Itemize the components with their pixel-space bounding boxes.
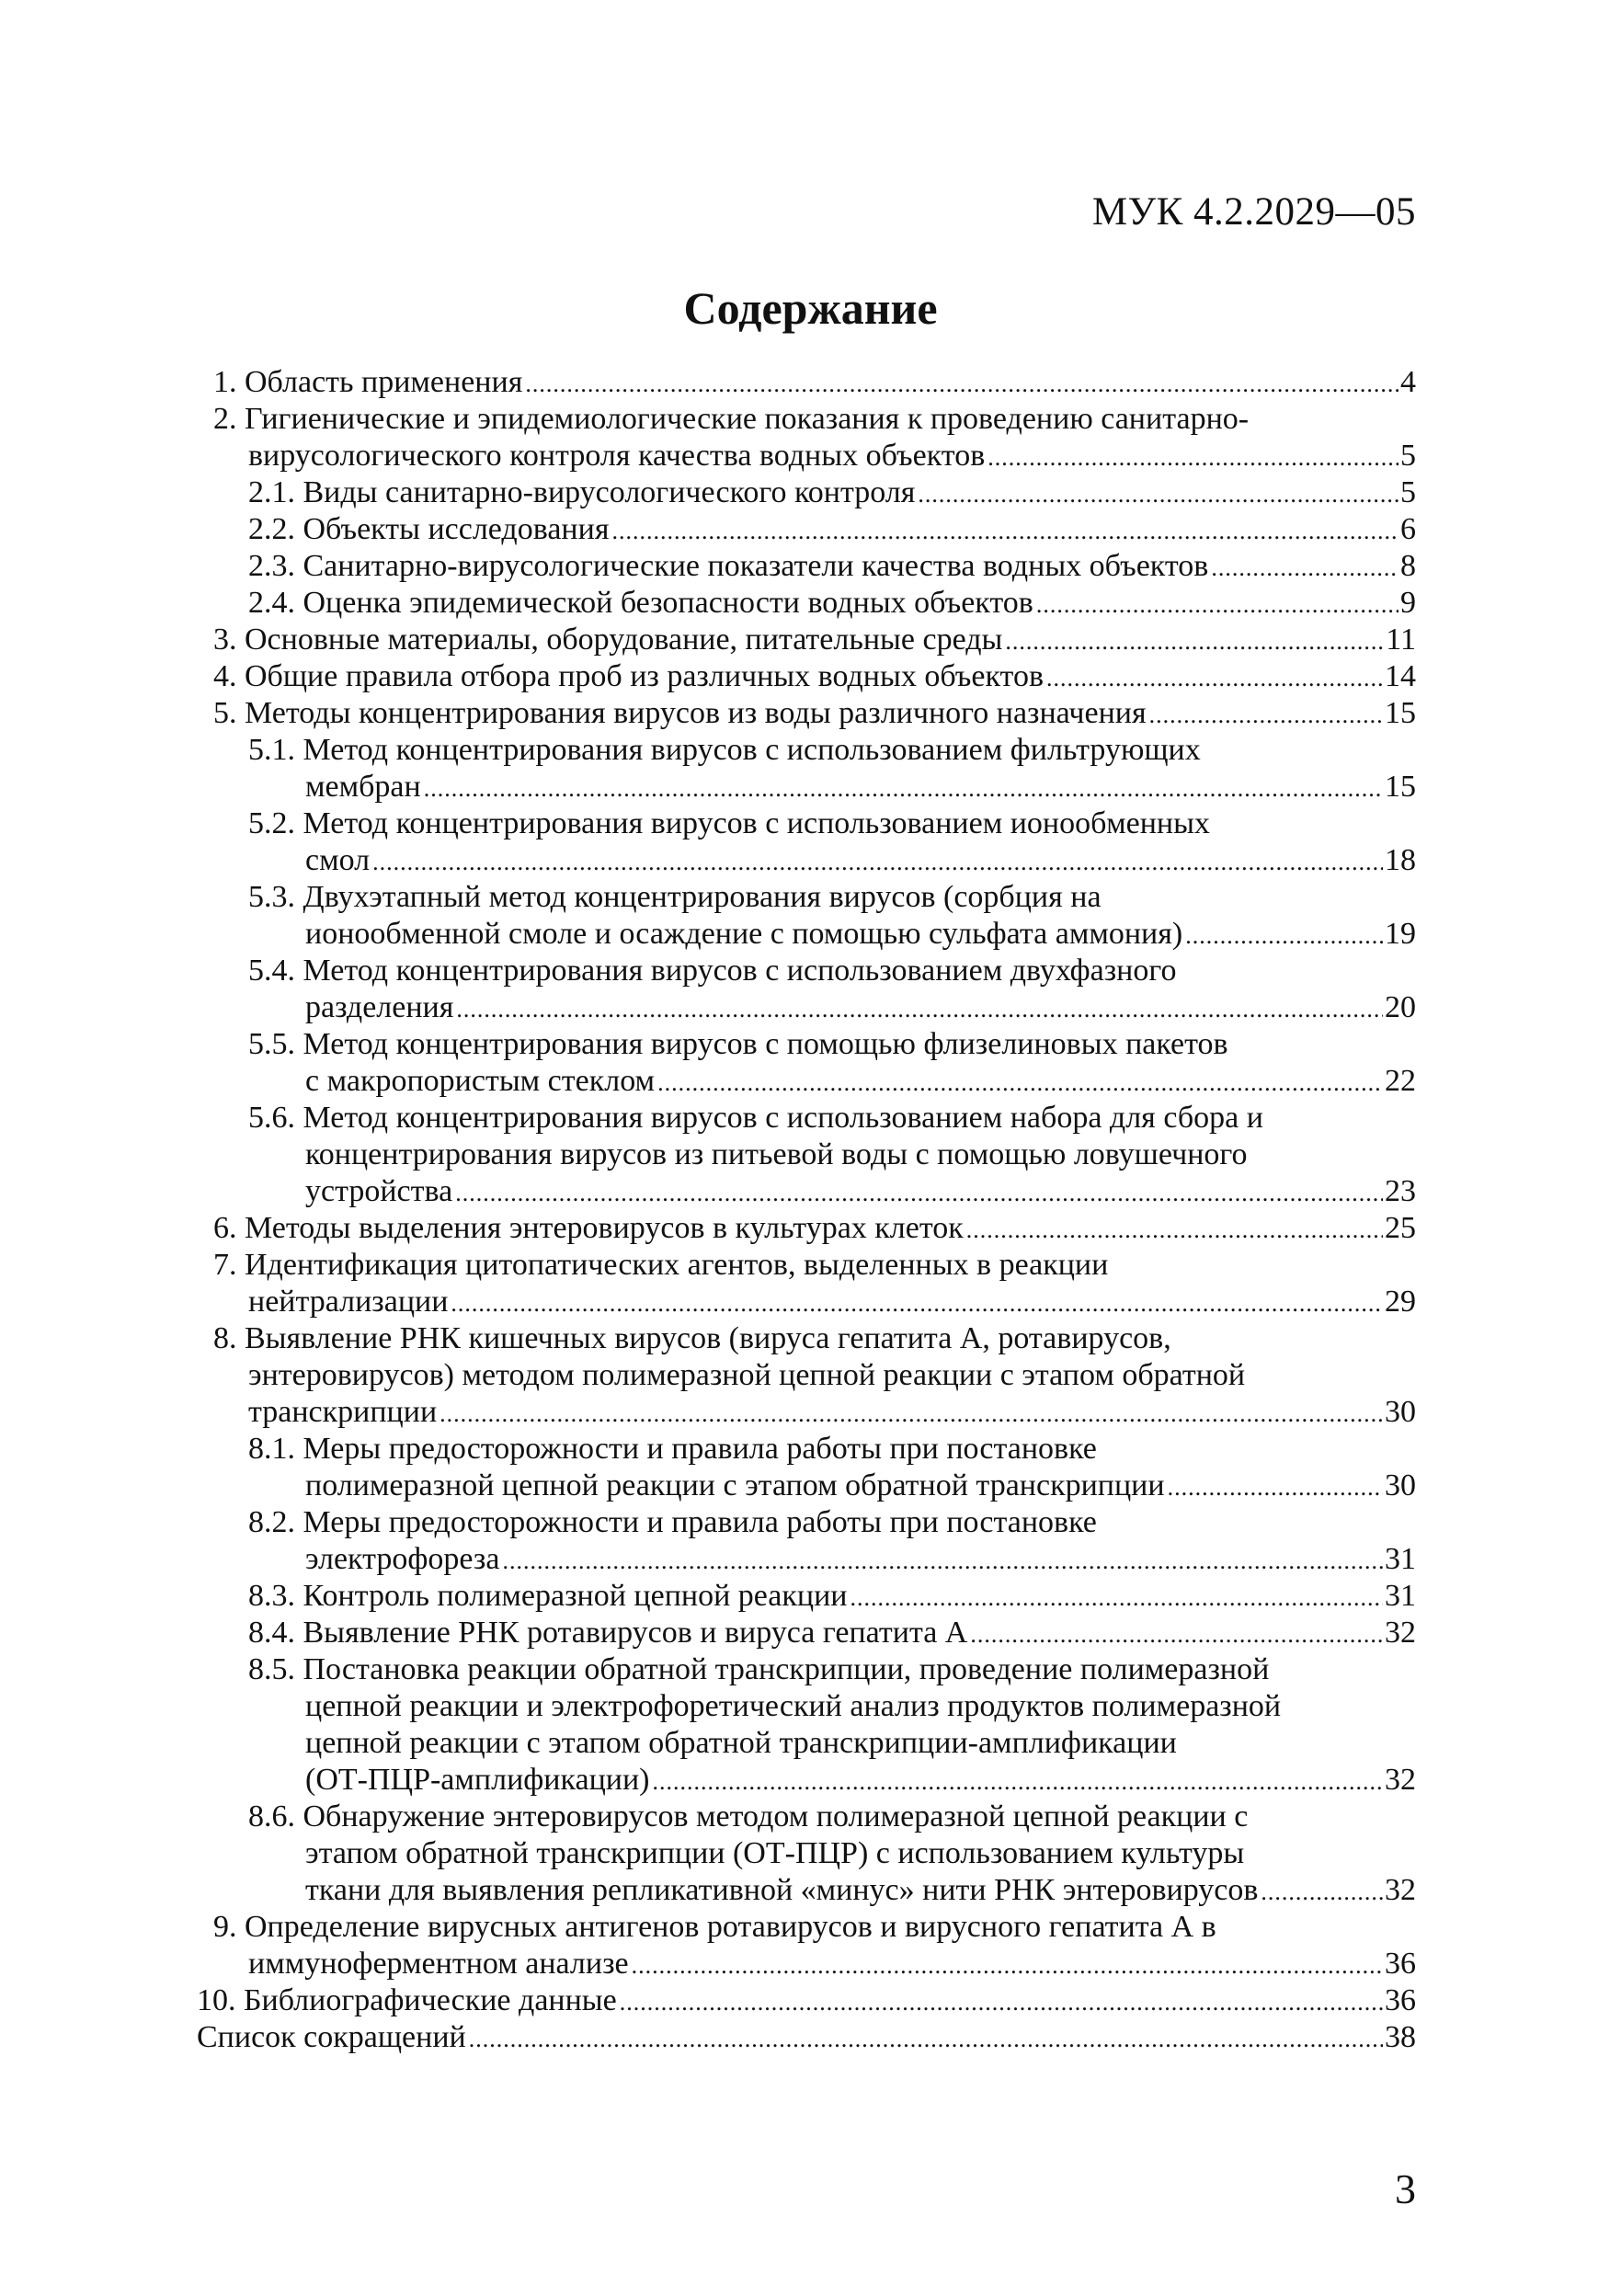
toc-page-number: 9 [1400, 586, 1416, 620]
toc-page-number: 15 [1385, 770, 1416, 804]
toc-entry [0, 732, 1621, 805]
dot-leader [1005, 623, 1384, 660]
toc-entry [0, 364, 1621, 401]
toc-page-number: 23 [1385, 1174, 1416, 1208]
toc-entry-text: 8.4. Выявление РНК ротавирусов и вируса гепатита А [248, 1616, 968, 1650]
toc-entry-text: с макропористым стеклом [305, 1064, 656, 1098]
toc-entry-text: 2.3. Санитарно-вирусологические показатели качества водных объектов [248, 549, 1209, 583]
toc-entry [0, 1504, 1621, 1578]
toc-entry-text: транскрипции [248, 1395, 438, 1429]
toc-entry [0, 1320, 1621, 1431]
toc-entry-text: разделения [305, 990, 454, 1024]
toc-page-number: 20 [1385, 990, 1416, 1024]
toc-entry-text: вирусологического контроля качества водных объектов [248, 439, 986, 473]
toc-entry-text: 8.6. Обнаружение энтеровирусов методом полимеразной цепной реакции с [248, 1799, 1249, 1833]
toc-entry-text: цепной реакции и электрофоретический анализ продуктов полимеразной [305, 1689, 1282, 1723]
dot-leader [987, 440, 1398, 476]
dot-leader [1046, 660, 1383, 697]
toc-entry-text: 5.4. Метод концентрирования вирусов с использованием двухфазного [248, 954, 1177, 988]
dot-leader [970, 1616, 1383, 1653]
toc-entry [0, 1431, 1621, 1504]
dot-leader [469, 2021, 1383, 2058]
toc-page-number: 31 [1385, 1542, 1416, 1576]
toc-entry [0, 879, 1621, 953]
toc-page-number: 4 [1400, 365, 1416, 399]
toc-entry-text: ткани для выявления репликативной «минус» нити РНК энтеровирусов [305, 1873, 1259, 1907]
toc-page-number: 5 [1400, 439, 1416, 473]
dot-leader [372, 844, 1383, 881]
toc-page-number: 25 [1385, 1211, 1416, 1245]
toc-entry [0, 2019, 1621, 2056]
toc-entry [0, 1026, 1621, 1100]
toc-entry-text: смол [305, 843, 371, 877]
toc-page-number: 36 [1385, 1947, 1416, 1981]
toc-entry-text: электрофореза [305, 1542, 500, 1576]
page-number: 3 [1395, 2165, 1416, 2212]
toc-entry-text: 2.4. Оценка эпидемической безопасности водных объектов [248, 586, 1033, 620]
dot-leader [966, 1212, 1383, 1249]
dot-leader [850, 1580, 1383, 1616]
toc-entry-text: мембран [305, 770, 421, 804]
dot-leader [502, 1543, 1383, 1580]
toc-entry [0, 585, 1621, 622]
toc-entry-text: 8.5. Постановка реакции обратной транскрипции, проведение полимеразной [248, 1652, 1270, 1686]
toc-entry [0, 1615, 1621, 1651]
toc-entry-text: 10. Библиографические данные [197, 1983, 617, 2017]
dot-leader [657, 1065, 1383, 1102]
page-title: Содержание [683, 282, 938, 334]
dot-leader [439, 1396, 1383, 1433]
toc-page-number: 29 [1385, 1285, 1416, 1319]
toc-entry [0, 1210, 1621, 1247]
toc-entry-text: иммуноферментном анализе [248, 1947, 629, 1981]
toc-page-number: 6 [1400, 512, 1416, 546]
toc-entry-text: 3. Основные материалы, оборудование, питательные среды [213, 623, 1003, 657]
toc-entry-text: 8.1. Меры предосторожности и правила работы при постановке [248, 1432, 1097, 1466]
dot-leader [456, 991, 1383, 1028]
toc-page-number: 18 [1385, 843, 1416, 877]
toc-entry [0, 474, 1621, 511]
dot-leader [1211, 550, 1398, 587]
toc-page-number: 11 [1386, 623, 1416, 657]
toc-entry-text: 8. Выявление РНК кишечных вирусов (вируса гепатита А, ротавирусов, [213, 1321, 1171, 1355]
toc-entry-text: 6. Методы выделения энтеровирусов в культурах клеток [213, 1211, 964, 1245]
toc-entry-text: полимеразной цепной реакции с этапом обратной транскрипции [305, 1468, 1165, 1502]
toc-page-number: 32 [1385, 1763, 1416, 1797]
toc-entry [0, 1909, 1621, 1982]
toc-entry-text: 8.3. Контроль полимеразной цепной реакции [248, 1579, 848, 1613]
dot-leader [1168, 1469, 1383, 1506]
toc-page-number: 32 [1385, 1873, 1416, 1907]
toc-entry-text: (ОТ-ПЦР-амплификации) [305, 1763, 650, 1797]
toc-entry [0, 1247, 1621, 1320]
toc-entry-text: 5.6. Метод концентрирования вирусов с использованием набора для сбора и [248, 1101, 1263, 1135]
toc-page-number: 30 [1385, 1468, 1416, 1502]
toc-entry-text: 5.5. Метод концентрирования вирусов с помощью флизелиновых пакетов [248, 1027, 1228, 1061]
toc-entry-text: 1. Область применения [213, 365, 523, 399]
toc-page-number: 22 [1385, 1064, 1416, 1098]
toc-entry [0, 805, 1621, 879]
toc-entry-text: 8.2. Меры предосторожности и правила работы при постановке [248, 1505, 1097, 1539]
dot-leader [455, 1175, 1383, 1212]
dot-leader [1261, 1874, 1383, 1911]
toc-page-number: 8 [1400, 549, 1416, 583]
toc-entry-text: Список сокращений [197, 2020, 466, 2054]
dot-leader [525, 366, 1398, 403]
toc-entry [0, 1982, 1621, 2019]
dot-leader [1036, 587, 1398, 623]
dot-leader [632, 1948, 1383, 1984]
dot-leader [451, 1285, 1383, 1322]
toc-entry [0, 622, 1621, 658]
toc-page-number: 14 [1385, 659, 1416, 693]
dot-leader [653, 1764, 1384, 1800]
dot-leader [424, 771, 1383, 807]
toc-page-number: 32 [1385, 1616, 1416, 1650]
toc-entry-text: этапом обратной транскрипции (ОТ-ПЦР) с использованием культуры [305, 1836, 1245, 1870]
toc-page-number: 15 [1385, 696, 1416, 730]
toc-entry-text: цепной реакции с этапом обратной транскрипции-амплификации [305, 1726, 1177, 1760]
toc-entry-text: 5.3. Двухэтапный метод концентрирования вирусов (сорбция на [248, 880, 1102, 914]
toc-entry [0, 658, 1621, 695]
toc-entry-text: концентрирования вирусов из питьевой воды с помощью ловушечного [305, 1137, 1248, 1171]
toc-entry-text: устройства [305, 1174, 453, 1208]
toc-entry [0, 1799, 1621, 1909]
toc-entry [0, 1651, 1621, 1799]
toc-entry [0, 695, 1621, 732]
toc-entry-text: нейтрализации [248, 1285, 449, 1319]
toc-page-number: 5 [1400, 475, 1416, 509]
toc-entry [0, 1578, 1621, 1615]
toc-entry [0, 548, 1621, 585]
dot-leader [611, 513, 1398, 550]
dot-leader [1149, 697, 1383, 734]
document-code: МУК 4.2.2029—05 [1091, 190, 1416, 234]
toc-entry-text: 5.1. Метод концентрирования вирусов с использованием фильтрующих [248, 733, 1201, 767]
toc-entry-text: 2. Гигиенические и эпидемиологические показания к проведению санитарно- [213, 402, 1250, 436]
toc-entry-text: 2.1. Виды санитарно-вирусологического контроля [248, 475, 916, 509]
toc-page-number: 38 [1385, 2020, 1416, 2054]
toc-entry-text: 2.2. Объекты исследования [248, 512, 610, 546]
toc-entry-text: 5.2. Метод концентрирования вирусов с использованием ионообменных [248, 806, 1210, 840]
dot-leader [620, 1984, 1383, 2021]
toc-entry [0, 1100, 1621, 1210]
toc-page-number: 19 [1385, 917, 1416, 951]
toc-entry-text: энтеровирусов) методом полимеразной цепной реакции с этапом обратной [248, 1358, 1246, 1392]
toc-entry [0, 953, 1621, 1026]
dot-leader [918, 476, 1398, 513]
toc-entry-text: 7. Идентификация цитопатических агентов, выделенных в реакции [213, 1248, 1109, 1282]
toc-entry-text: 4. Общие правила отбора проб из различных водных объектов [213, 659, 1044, 693]
toc-entry-text: ионообменной смоле и осаждение с помощью сульфата аммония) [305, 917, 1183, 951]
toc-page-number: 31 [1385, 1579, 1416, 1613]
toc-entry [0, 401, 1621, 474]
toc-entry [0, 511, 1621, 548]
toc-entry-text: 9. Определение вирусных антигенов ротавирусов и вирусного гепатита А в [213, 1910, 1216, 1944]
toc-page-number: 30 [1385, 1395, 1416, 1429]
dot-leader [1185, 918, 1383, 954]
toc-entry-text: 5. Методы концентрирования вирусов из воды различного назначения [213, 696, 1147, 730]
toc-page-number: 36 [1385, 1983, 1416, 2017]
